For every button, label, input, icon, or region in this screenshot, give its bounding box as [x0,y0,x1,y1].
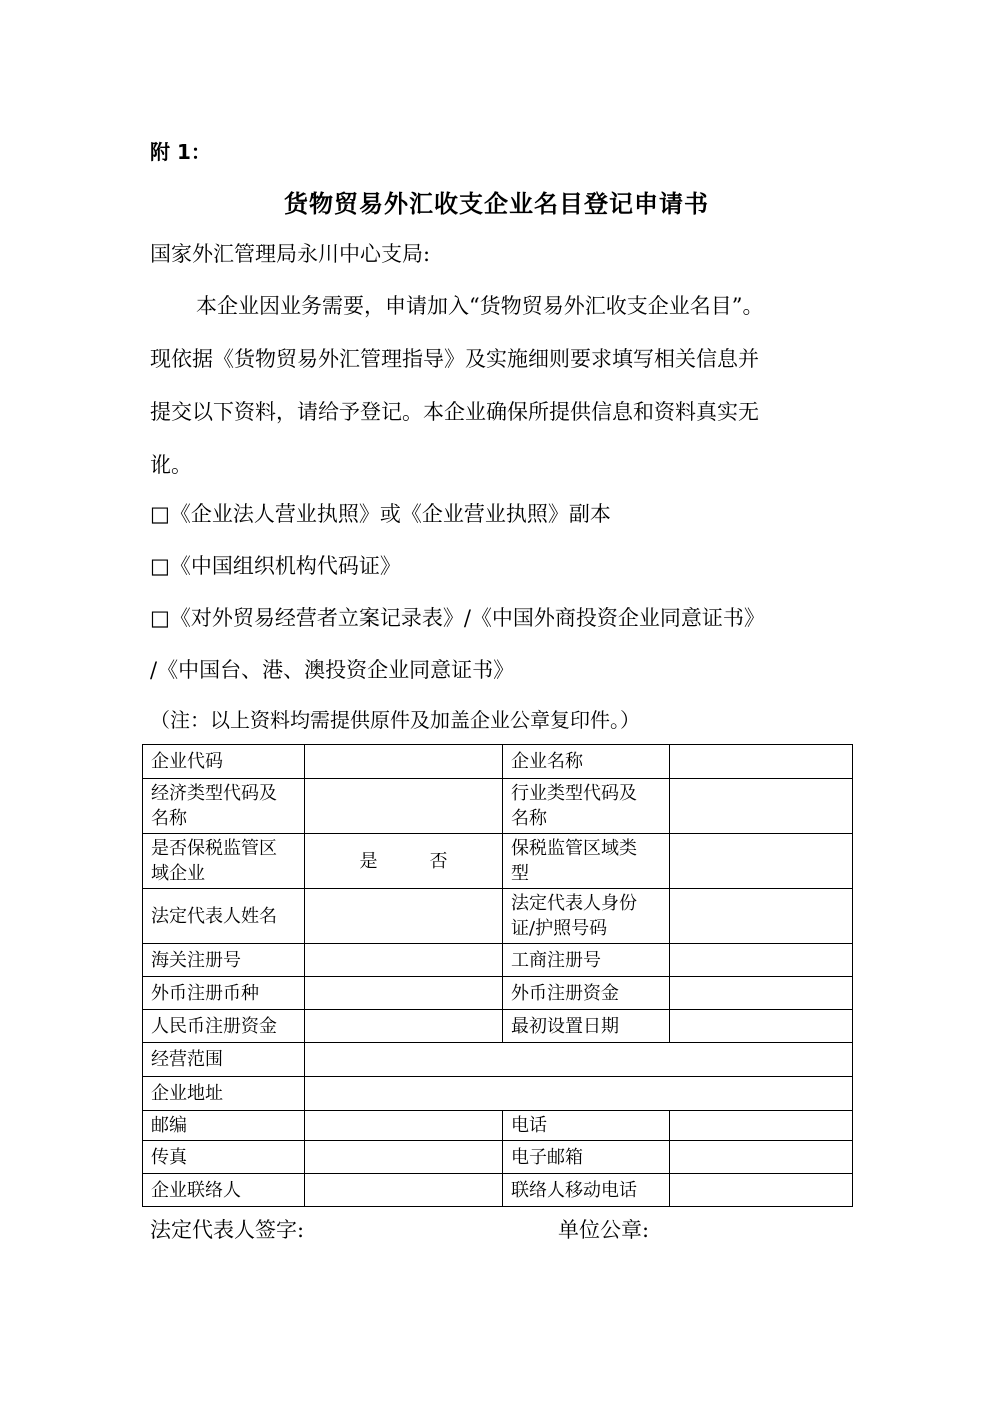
legal-rep-name-field[interactable] [305,889,503,944]
table-row [143,1141,853,1174]
registration-form-table [142,744,853,1207]
bonded-zone-choice [305,834,503,889]
customs-reg-label: 海关注册号 [143,944,305,977]
checklist-item-business-license[interactable]: □《企业法人营业执照》或《企业营业执照》副本 [150,502,611,526]
phone-label: 电话 [503,1111,670,1141]
contact-field[interactable] [305,1174,503,1207]
table-row [143,1174,853,1207]
fx-currency-label: 外币注册币种 [143,977,305,1010]
legal-rep-name-label: 法定代表人姓名 [143,889,305,944]
table-row [143,944,853,977]
rmb-capital-label: 人民币注册资金 [143,1010,305,1043]
industry-type-label: 行业类型代码及 名称 [503,779,670,834]
customs-reg-field[interactable] [305,944,503,977]
bonded-zone-label: 是否保税监管区 域企业 [143,834,305,889]
initial-date-label: 最初设置日期 [503,1010,670,1043]
table-row [143,1043,853,1077]
bonded-zone-type-label: 保税监管区域类 型 [503,834,670,889]
body-line-4: 讹。 [150,453,192,477]
table-row [143,977,853,1010]
checklist-item-trade-record-cont: /《中国台、港、澳投资企业同意证书》 [150,658,515,682]
addressee: 国家外汇管理局永川中心支局: [150,242,431,266]
industry-type-field[interactable] [670,779,853,834]
contact-mobile-label: 联络人移动电话 [503,1174,670,1207]
legal-rep-id-label: 法定代表人身份 证/护照号码 [503,889,670,944]
business-scope-field[interactable] [305,1043,853,1077]
enterprise-code-field[interactable] [305,745,503,779]
table-row [143,1077,853,1111]
business-reg-field[interactable] [670,944,853,977]
checklist-item-trade-record[interactable]: □《对外贸易经营者立案记录表》/《中国外商投资企业同意证书》 [150,606,765,630]
contact-label: 企业联络人 [143,1174,305,1207]
table-row [143,779,853,834]
bonded-zone-type-field[interactable] [670,834,853,889]
economic-type-field[interactable] [305,779,503,834]
initial-date-field[interactable] [670,1010,853,1043]
company-seal-label: 单位公章: [558,1218,650,1242]
attachment-label: 附 1： [150,140,211,164]
table-row [143,889,853,944]
body-line-1: 本企业因业务需要，申请加入“货物贸易外汇收支企业名目”。 [196,294,764,318]
postcode-label: 邮编 [143,1111,305,1141]
fax-label: 传真 [143,1141,305,1174]
legal-rep-signature-label: 法定代表人签字: [150,1218,305,1242]
address-field[interactable] [305,1077,853,1111]
contact-mobile-field[interactable] [670,1174,853,1207]
phone-field[interactable] [670,1111,853,1141]
checklist-item-org-code[interactable]: □《中国组织机构代码证》 [150,554,401,578]
rmb-capital-field[interactable] [305,1010,503,1043]
body-line-2: 现依据《货物贸易外汇管理指导》及实施细则要求填写相关信息并 [150,347,759,371]
table-row [143,1010,853,1043]
document-title: 货物贸易外汇收支企业名目登记申请书 [284,190,709,218]
address-label: 企业地址 [143,1077,305,1111]
bonded-yes-option[interactable]: 是 [359,850,378,872]
fx-capital-field[interactable] [670,977,853,1010]
table-row [143,745,853,779]
table-row [143,1111,853,1141]
fax-field[interactable] [305,1141,503,1174]
email-label: 电子邮箱 [503,1141,670,1174]
fx-capital-label: 外币注册资金 [503,977,670,1010]
table-row [143,834,853,889]
enterprise-name-label: 企业名称 [503,745,670,779]
bonded-no-option[interactable]: 否 [429,850,448,872]
enterprise-name-field[interactable] [670,745,853,779]
body-line-3: 提交以下资料，请给予登记。本企业确保所提供信息和资料真实无 [150,400,759,424]
business-reg-label: 工商注册号 [503,944,670,977]
business-scope-label: 经营范围 [143,1043,305,1077]
email-field[interactable] [670,1141,853,1174]
legal-rep-id-field[interactable] [670,889,853,944]
note: （注：以上资料均需提供原件及加盖企业公章复印件。） [150,708,640,732]
economic-type-label: 经济类型代码及 名称 [143,779,305,834]
enterprise-code-label: 企业代码 [143,745,305,779]
fx-currency-field[interactable] [305,977,503,1010]
postcode-field[interactable] [305,1111,503,1141]
